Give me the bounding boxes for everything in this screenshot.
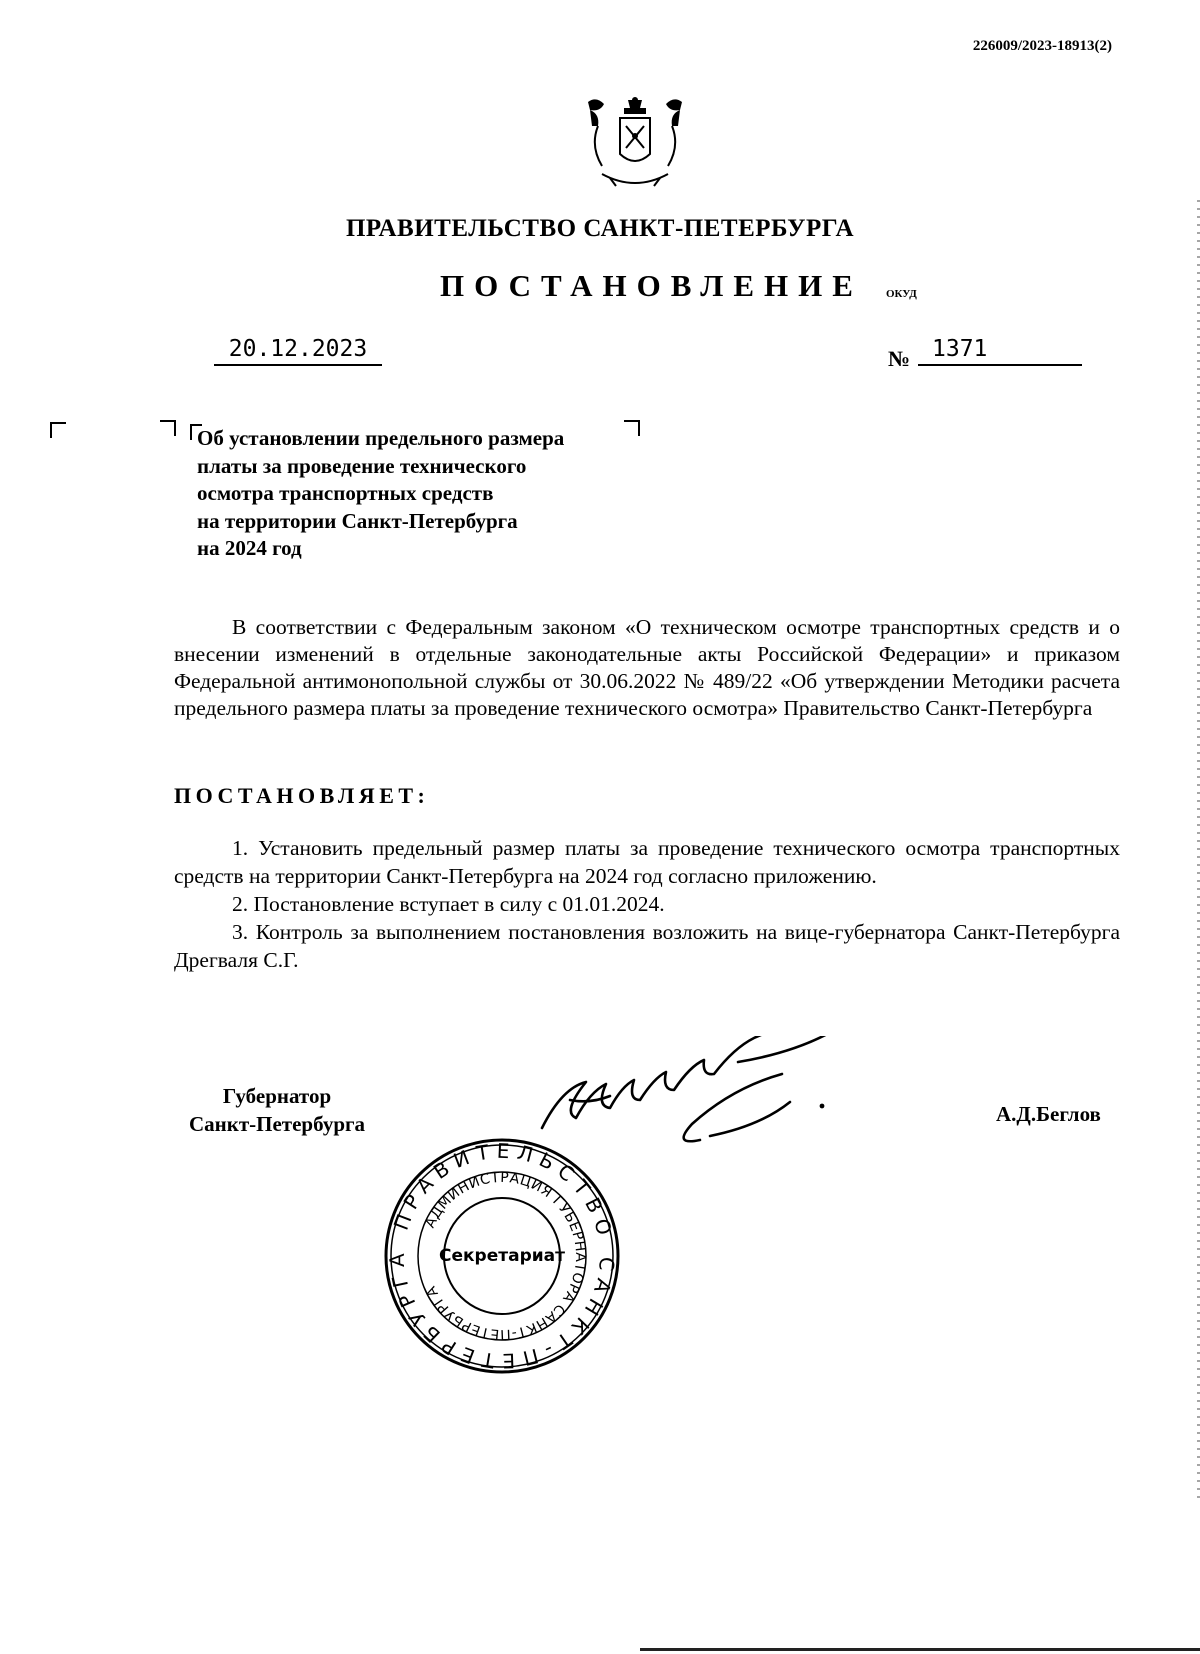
subject-line: платы за проведение технического	[197, 453, 527, 478]
document-number: 1371	[918, 336, 1082, 366]
document-date: 20.12.2023	[214, 336, 382, 366]
resolution-item: 3. Контроль за выполнением постановления возложить на вице-губернатора Санкт-Петербурга Дрегваля С.Г.	[174, 920, 1120, 972]
preamble-paragraph: В соответствии с Федеральным законом «О техническом осмотре транспортных средств и о внесении изменений в отдельные законодательные акты Российской Федерации» и приказом Федеральной антимонопольной службы от 30.06.2022 № 489/22 «Об утверждении Методики расчета предельного размера платы за проведение технического осмотра» Правительство Санкт-Петербурга	[174, 615, 1120, 720]
corner-mark	[160, 420, 176, 436]
seal-center-text: Секретариат	[439, 1246, 565, 1266]
corner-mark	[50, 422, 66, 438]
seal-inner-text: АДМИНИСТРАЦИЯ ГУБЕРНАТОРА САНКТ-ПЕТЕРБУРГА	[422, 1169, 589, 1343]
resolution-item: 2. Постановление вступает в силу с 01.01.2024.	[232, 892, 665, 916]
signer-name: А.Д.Беглов	[996, 1102, 1101, 1126]
subject-line: на территории Санкт-Петербурга	[197, 508, 518, 533]
official-seal	[382, 1136, 622, 1376]
signer-position-line: Санкт-Петербурга	[188, 1112, 366, 1136]
resolution-items	[174, 834, 1120, 974]
document-type: ПОСТАНОВЛЕНИЕ	[440, 268, 863, 303]
handwritten-signature	[540, 1036, 920, 1146]
scan-bottom-edge	[640, 1648, 1200, 1651]
resolves-heading: ПОСТАНОВЛЯЕТ:	[174, 783, 430, 808]
number-label: №	[888, 346, 911, 371]
document-subject	[197, 425, 637, 563]
subject-line: осмотра транспортных средств	[197, 481, 494, 505]
resolution-item: 1. Установить предельный размер платы за проведение технического осмотра транспортных средств на территории Санкт-Петербурга на 2024 год согласно приложению.	[174, 836, 1120, 888]
coat-of-arms-emblem	[580, 96, 690, 192]
signer-position	[176, 1082, 378, 1138]
subject-line: Об установлении предельного размера	[197, 426, 565, 450]
subject-line: на 2024 год	[197, 536, 302, 560]
registration-number: 226009/2023-18913(2)	[972, 38, 1112, 54]
okud-label: ОКУД	[886, 288, 917, 300]
signer-position-line: Губернатор	[222, 1084, 332, 1108]
organization-title: ПРАВИТЕЛЬСТВО САНКТ-ПЕТЕРБУРГА	[345, 215, 855, 242]
seal-outer-text: ПРАВИТЕЛЬСТВО САНКТ-ПЕТЕРБУРГА	[384, 1138, 620, 1374]
